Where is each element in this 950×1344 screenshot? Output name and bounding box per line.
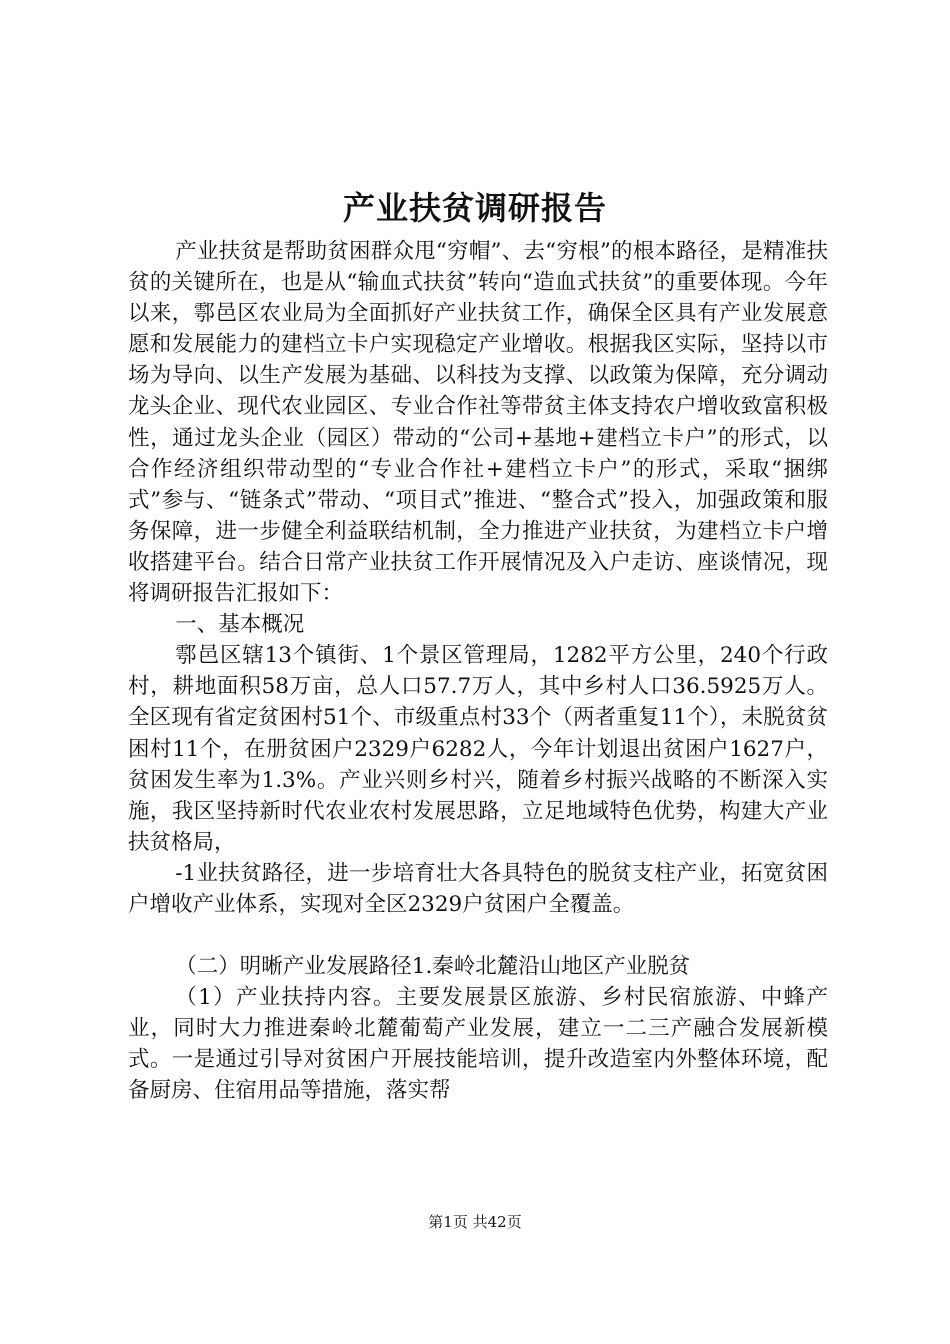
document-title: 产业扶贫调研报告 — [342, 189, 607, 227]
support-content-paragraph: （1）产业扶持内容。主要发展景区旅游、乡村民宿旅游、中蜂产业，同时大力推进秦岭北麓葡萄产业发展，建立一二三产融合发展新模式。一是通过引导对贫困户开展技能培训，提升改造室内外整体环境，配备厨房、住宿用品等措施，落实帮 — [128, 985, 828, 1104]
paragraph-spacer — [128, 920, 828, 951]
document-body — [128, 236, 828, 1107]
section-heading-overview: 一、基本概况 — [175, 612, 305, 638]
page-footer: 第1页 共42页 — [428, 1213, 522, 1231]
path-paragraph: -1业扶贫路径，进一步培育壮大各具特色的脱贫支柱产业，拓宽贫困户增收产业体系，实现对全区2329户贫困户全覆盖。 — [128, 860, 828, 917]
intro-paragraph: 产业扶贫是帮助贫困群众甩“穷帽”、去“穷根”的根本路径，是精准扶贫的关键所在，也是从“输血式扶贫”转向“造血式扶贫”的重要体现。今年以来，鄠邑区农业局为全面抓好产业扶贫工作，确保全区具有产业发展意愿和发展能力的建档立卡户实现稳定产业增收。根据我区实际，坚持以市场为导向、以生产发展为基础、以科技为支撑、以政策为保障，充分调动龙头企业、现代农业园区、专业合作社等带贫主体支持农户增收致富积极性，通过龙头企业（园区）带动的“公司+基地+建档立卡户”的形式，以合作经济组织带动型的“专业合作社+建档立卡户”的形式，采取“捆绑式”参与、“链条式”带动、“项目式”推进、“整合式”投入，加强政策和服务保障，进一步健全利益联结机制，全力推进产业扶贫，为建档立卡户增收搭建平台。结合日常产业扶贫工作开展情况及入户走访、座谈情况，现将调研报告汇报如下： — [128, 239, 828, 607]
section-heading-development-path: （二）明晰产业发展路径1.秦岭北麓沿山地区产业脱贫 — [175, 954, 691, 980]
overview-paragraph: 鄠邑区辖13个镇街、1个景区管理局，1282平方公里，240个行政村，耕地面积58万亩，总人口57.7万人，其中乡村人口36.5925万人。全区现有省定贫困村51个、市级重点村33个（两者重复11个），未脱贫贫困村11个，在册贫困户2329户6282人，今年计划退出贫困户1627户，贫困发生率为1.3%。产业兴则乡村兴，随着乡村振兴战略的不断深入实施，我区坚持新时代农业农村发展思路，立足地域特色优势，构建大产业扶贫格局， — [128, 643, 828, 855]
